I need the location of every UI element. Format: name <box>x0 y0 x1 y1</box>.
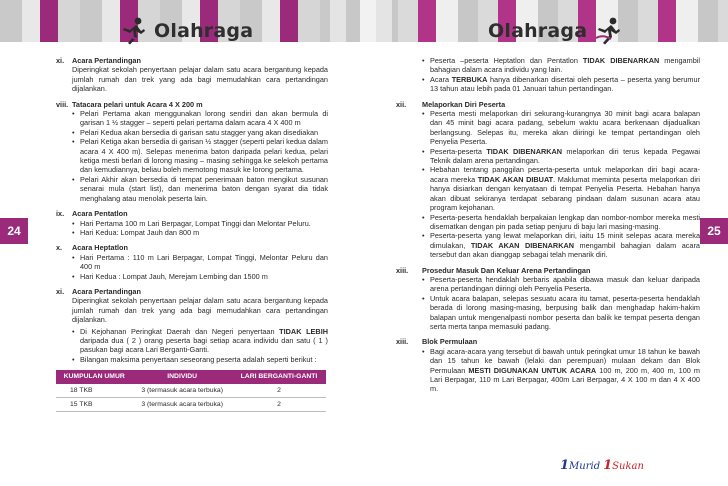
list-item: • Peserta mesti melaporkan diri sekurang-kurangnya 30 minit bagi acara balapan dan 45 minit bagi acara padang, sebelum waktu acara berkenaan dijadualkan berlangsung. Selepas itu, mereka akan diiringi ke tempat pertandingan oleh Penyelia Peserta. <box>422 109 700 147</box>
page-header-right <box>488 16 623 46</box>
section-acara-pertandingan-2 <box>56 287 328 364</box>
section-title: Acara Pertandingan <box>72 56 141 65</box>
section-number: xiii. <box>396 265 409 275</box>
page-number-right: 25 <box>700 218 728 244</box>
page-header-left <box>118 16 253 46</box>
list-item: • Hebahan tentang panggilan peserta-peserta untuk melaporkan diri bagi acara-acara mereka TIDAK AKAN DIBUAT. Maklumat meminta peserta melaporkan diri hanya disiarkan dengan kenyataan di tempat Penyelia Peserta. Hebahan hanya akan dibuat sekiranya terdapat sebarang pindaan dalam susunan acara atau program kejohanan. <box>422 165 700 212</box>
list-item: • Hari Kedua: Lompat Jauh dan 800 m <box>72 228 328 237</box>
section-pentatlon <box>56 209 328 237</box>
section-number: x. <box>56 243 63 253</box>
table-header: LARI BERGANTI-GANTI <box>232 370 326 383</box>
section-number: xii. <box>396 99 407 109</box>
page-title-right: Olahraga <box>488 20 588 42</box>
section-title: Acara Heptatlon <box>72 243 128 253</box>
list-item: • Pelari Ketiga akan bersedia di garisan ½ stagger (seperti pelari kedua dalam acara 4 X 400 m). Selepas menerima baton daripada pelari kedua, pelari ketiga mesti berlari di lorong masing – masing sehingga ke selekoh pertama dan kemudiannya, beliau boleh memotong masuk ke lorong pertama. <box>72 137 328 175</box>
list-item: • Peserta-peserta TIDAK DIBENARKAN melaporkan diri terus kepada Pegawai Teknik dalam arena pertandingan. <box>422 147 700 166</box>
1murid-1sukan-logo: 1 Murid 1 Sukan <box>560 458 644 473</box>
section-melaporkan-diri <box>396 100 700 260</box>
section-paragraph: Diperingkat sekolah penyertaan pelajar dalam satu acara bergantung kepada jumlah rumah dan trek yang ada bagi memudahkan cara pertandingan dijalankan. <box>72 65 328 94</box>
header-stripe-center <box>330 0 398 42</box>
page-title-left: Olahraga <box>154 20 254 42</box>
list-item: • Acara TERBUKA hanya dibenarkan disertai oleh peserta – peserta yang berumur 13 tahun atau lebih pada 01 Januari tahun pertandingan. <box>422 75 700 94</box>
section-blok-permulaan <box>396 337 700 393</box>
list-item: • Peserta –peserta Heptatlon dan Pentatlon TIDAK DIBENARKAN mengambil bahagian dalam acara individu yang lain. <box>422 56 700 75</box>
section-paragraph: Diperingkat sekolah penyertaan pelajar dalam satu acara bergantung kepada jumlah rumah dan trek yang ada bagi memudahkan cara pertandingan dijalankan. <box>72 296 328 325</box>
list-item: • Peserta-peserta yang lewat melaporkan diri, iaitu 15 minit selepas acara mereka dimulakan, TIDAK AKAN DIBENARKAN mengambil bahagian dalam acara tersebut dan akan dianggap sebagai telah menarik diri. <box>422 231 700 259</box>
list-item: • Bagi acara-acara yang tersebut di bawah untuk peringkat umur 18 tahun ke bawah dan 15 tahun ke bawah (lelaki dan perempuan) mulaan dekam dan Blok Permulaan MESTI DIGUNAKAN UNTUK ACARA 100 m, 200 m, 400 m, 100 m Lari Berpagar, 110 m Lari Berpagar, 400m Lari Berpagar, 4 X 100 m dan 4 X 400 m. <box>422 347 700 394</box>
section-acara-pertandingan-1 <box>56 56 328 94</box>
list-item: • Peserta-peserta hendaklah berpakaian lengkap dan nombor-nombor mereka mesti disematkan dengan pin pada setiap penjuru di baju lari masing-masing. <box>422 213 700 232</box>
table-header: INDIVIDU <box>132 370 232 383</box>
section-continued <box>396 56 700 94</box>
section-number: xiii. <box>396 337 409 347</box>
page-number-left: 24 <box>0 218 28 244</box>
table-row: 18 TKB 3 (termasuk acara terbuka) 2 <box>56 384 326 398</box>
list-item: • Hari Kedua : Lompat Jauh, Merejam Lembing dan 1500 m <box>72 272 328 281</box>
section-number: xi. <box>56 286 65 296</box>
section-number: viii. <box>56 99 69 109</box>
left-column <box>56 56 328 412</box>
section-title: Acara Pertandingan <box>72 286 141 296</box>
section-prosedur-arena <box>396 266 700 332</box>
participation-table <box>56 370 326 412</box>
list-item: • Hari Pertama : 110 m Lari Berpagar, Lompat Tinggi, Melontar Peluru dan 400 m <box>72 253 328 272</box>
section-title: Acara Pentatlon <box>72 209 128 219</box>
section-heptatlon <box>56 243 328 281</box>
right-column <box>396 56 700 400</box>
list-item: • Pelari Pertama akan menggunakan lorong sendiri dan akan bermula di garisan 1 ½ stagger – seperti pelari pertama dalam acara 4 X 400 m <box>72 109 328 128</box>
table-header: KUMPULAN UMUR <box>56 370 132 383</box>
list-item: • Bilangan maksima penyertaan seseorang peserta adalah seperti berikut : <box>72 355 328 364</box>
table-row: 15 TKB 3 (termasuk acara terbuka) 2 <box>56 398 326 412</box>
list-item: • Pelari Akhir akan bersedia di tempat penerimaan baton mengikut susunan senarai mula (start list), dan menerima baton dengan syarat dia tidak menghalang atau menolak peserta lain. <box>72 175 328 203</box>
list-item: • Untuk acara balapan, selepas sesuatu acara itu tamat, peserta-peserta hendaklah berada di lorong masing-masing, berpusing balik dan menghadap hakim-hakim balapan untuk mengenalpasti nombor peserta dan balik ke tempat peserta dengan serta merta tanpa memasuki padang. <box>422 294 700 332</box>
section-number: ix. <box>56 209 65 219</box>
section-tatacara-4x200 <box>56 100 328 203</box>
list-item: • Hari Pertama 100 m Lari Berpagar, Lompat Tinggi dan Melontar Peluru. <box>72 219 328 228</box>
section-title: Prosedur Masuk Dan Keluar Arena Pertandingan <box>422 265 591 275</box>
runner-icon <box>118 16 148 46</box>
section-title: Blok Permulaan <box>422 337 478 347</box>
list-item: • Di Kejohanan Peringkat Daerah dan Negeri penyertaan TIDAK LEBIH daripada dua ( 2 ) orang peserta bagi setiap acara individu dan satu ( 1 ) pasukan bagi acara Lari Berganti-Ganti. <box>72 327 328 355</box>
list-item: • Peserta-peserta hendaklah berbaris apabila dibawa masuk dan keluar daripada arena pertandingan diiringi oleh Penyelia Peserta. <box>422 275 700 294</box>
section-title: Melaporkan Diri Peserta <box>422 99 506 109</box>
list-item: • Pelari Kedua akan bersedia di garisan satu stagger yang akan disediakan <box>72 128 328 137</box>
section-number: xi. <box>56 56 65 65</box>
section-title: Tatacara pelari untuk Acara 4 X 200 m <box>72 99 203 109</box>
runner-icon <box>593 16 623 46</box>
